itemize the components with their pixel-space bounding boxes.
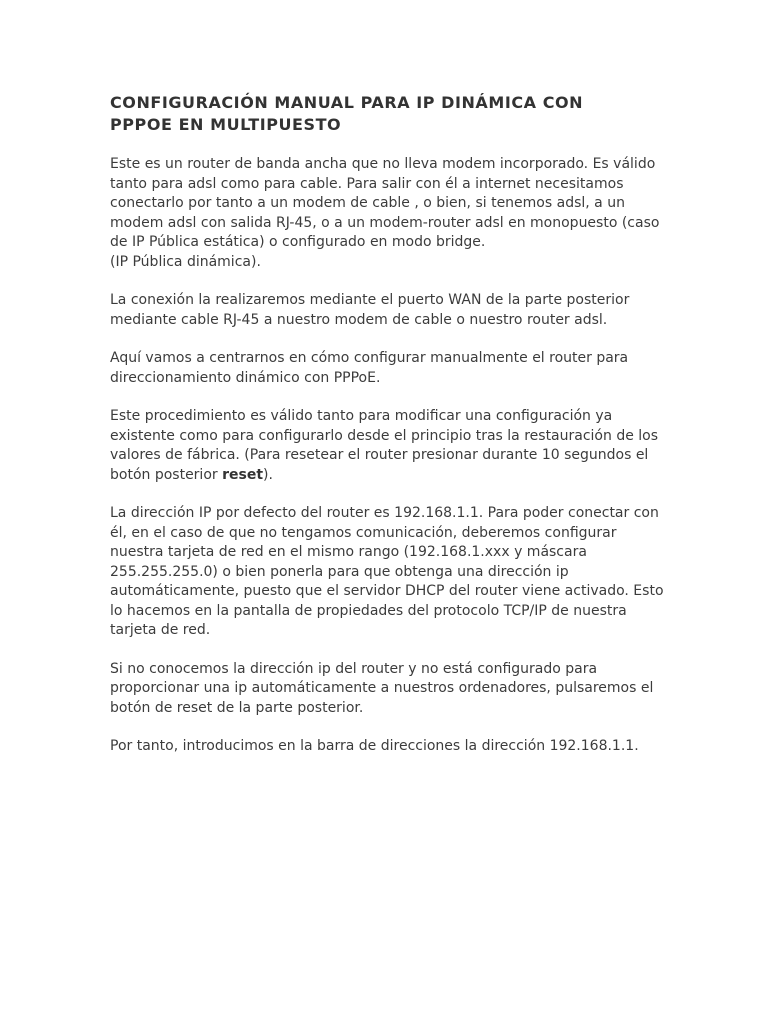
paragraph-intro-tail: (IP Pública dinámica). [110,253,261,270]
reset-keyword: reset [222,466,264,483]
paragraph-procedure [110,407,670,485]
paragraph-procedure-end: ). [263,466,273,483]
paragraph-connection: La conexión la realizaremos mediante el puerto WAN de la parte posterior mediante cable RJ-45 a nuestro modem de cable o nuestro router adsl. [110,292,630,328]
paragraph-reset: Si no conocemos la dirección ip del router y no está configurado para proporcionar una ip automáticamente a nuestros ordenadores, pulsaremos el botón de reset de la parte posterior. [110,660,654,716]
title-line-1: CONFIGURACIÓN MANUAL PARA IP DINÁMICA CON [110,93,584,112]
paragraph-intro-text: Este es un router de banda ancha que no lleva modem incorporado. Es válido tanto para adsl como para cable. Para salir con él a internet necesitamos conectarlo por tanto a un modem de cable , o bien, si tenemos adsl, a un modem adsl con salida RJ-45, o a un modem-router adsl en monopuesto (caso de IP Pública estática) o configurado en modo bridge. [110,156,660,250]
paragraph-default-ip: La dirección IP por defecto del router es 192.168.1.1. Para poder conectar con él, en el caso de que no tengamos comunicación, deberemos configurar nuestra tarjeta de red en el mismo rango (192.168.1.xxx y máscara 255.255.255.0) o bien ponerla para que obtenga una dirección ip automáticamente, puesto que el servidor DHCP del router viene activado. Esto lo hacemos en la pantalla de propiedades del protocolo TCP/IP de nuestra tarjeta de red. [110,505,664,638]
paragraph-address-bar: Por tanto, introducimos en la barra de direcciones la dirección 192.168.1.1. [110,738,639,754]
paragraph-intro [110,155,670,272]
paragraph-focus: Aquí vamos a centrarnos en cómo configurar manualmente el router para direccionamiento dinámico con PPPoE. [110,350,629,386]
document-page [110,92,670,776]
paragraph-procedure-text: Este procedimiento es válido tanto para modificar una configuración ya existente como para configurarlo desde el principio tras la restauración de los valores de fábrica. (Para resetear el router presionar durante 10 segundos el botón posterior [110,408,659,483]
title-line-2: PPPOE EN MULTIPUESTO [110,115,342,134]
document-title [110,92,670,136]
